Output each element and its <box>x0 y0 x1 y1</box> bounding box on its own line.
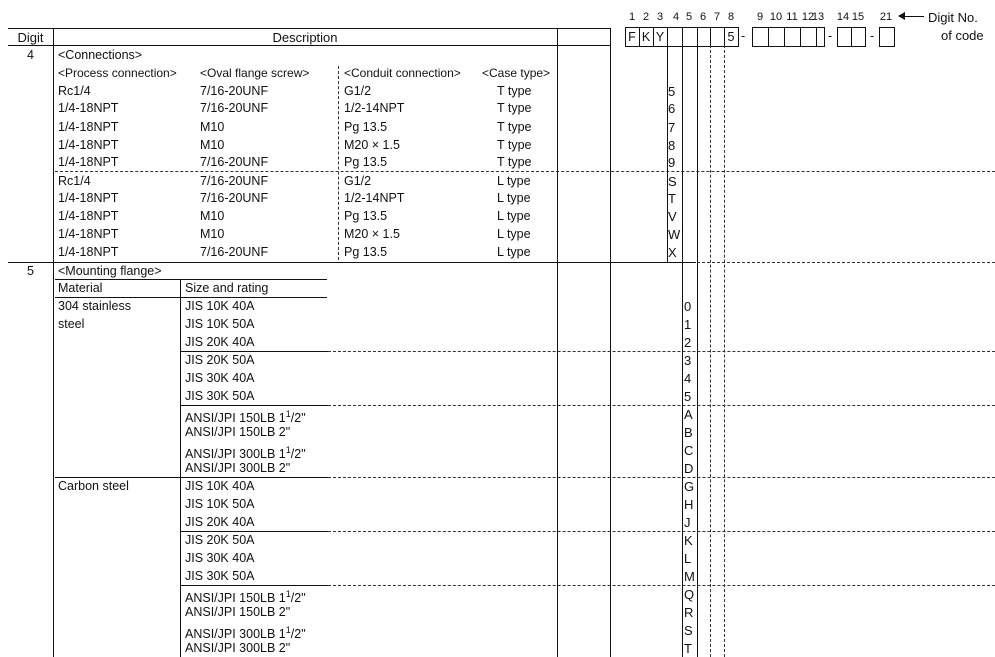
oval-flange-cell: M10 <box>200 209 225 223</box>
code-letter: H <box>684 497 694 512</box>
section4-title: <Connections> <box>58 48 143 62</box>
conduit-cell: G1/2 <box>344 174 372 188</box>
size-rating-cell <box>185 461 290 476</box>
code-box <box>837 27 852 47</box>
size-rating-text: ANSI/JPI 150LB 1 <box>185 591 286 606</box>
oval-flange-header: <Oval flange screw> <box>200 66 310 80</box>
digit-number: 5 <box>685 11 693 23</box>
code-box-letter: Y <box>655 30 665 44</box>
size-rating-text: JIS 30K 50A <box>185 569 255 583</box>
code-col-guide-1 <box>710 45 711 657</box>
size-rating-cell <box>185 587 306 606</box>
fraction-denominator: /2" <box>290 591 306 606</box>
arrow-line <box>904 16 924 17</box>
code-box <box>784 27 801 47</box>
size-rating-text: JIS 10K 40A <box>185 299 255 313</box>
size-rating-text: ANSI/JPI 150LB 1 <box>185 411 286 426</box>
code-box <box>800 27 817 47</box>
fraction-numerator: 1 <box>285 409 291 419</box>
size-rating-text: JIS 10K 40A <box>185 479 255 493</box>
code-letter: D <box>684 461 694 476</box>
digit-number: 14 <box>836 11 850 23</box>
digit-column-line <box>53 28 54 657</box>
code-box <box>768 27 785 47</box>
size-rating-cell <box>185 605 290 620</box>
size-rating-cell <box>185 641 290 656</box>
case-type-cell: L type <box>497 191 531 205</box>
size-rating-cell <box>185 497 255 512</box>
group-dashed-line <box>328 405 995 406</box>
digit-number: 9 <box>756 11 764 23</box>
code-box <box>851 27 866 47</box>
fraction-denominator: /2" <box>290 447 306 462</box>
size-rating-text: JIS 10K 50A <box>185 497 255 511</box>
size-rating-text: JIS 10K 50A <box>185 317 255 331</box>
size-rating-text: ANSI/JPI 300LB 1 <box>185 627 286 642</box>
case-type-cell: T type <box>497 84 532 98</box>
code-letter: 3 <box>684 353 692 368</box>
material-divider-line <box>55 477 328 478</box>
group-dashed-line <box>328 531 995 532</box>
oval-flange-cell: 7/16-20UNF <box>200 101 269 115</box>
size-rating-text: ANSI/JPI 300LB 1 <box>185 447 286 462</box>
case-type-cell: L type <box>497 227 531 241</box>
digit-no-label: Digit No. <box>928 10 978 25</box>
code-letter: Q <box>684 587 695 602</box>
code-box <box>667 27 683 47</box>
code-letter: W <box>668 227 681 242</box>
size-rating-cell <box>185 407 306 426</box>
digit-number: 4 <box>672 11 680 23</box>
oval-flange-cell: M10 <box>200 120 225 134</box>
material-304-line2: steel <box>58 317 85 331</box>
code-letter: 0 <box>684 299 692 314</box>
code-letter: 8 <box>668 138 676 153</box>
oval-flange-cell: M10 <box>200 138 225 152</box>
code-letter: V <box>668 209 677 224</box>
code-dash: - <box>870 29 875 43</box>
code-letter: M <box>684 569 695 584</box>
group-solid-line <box>180 351 328 352</box>
material-carbon: Carbon steel <box>58 479 129 493</box>
code-letter: 5 <box>684 389 692 404</box>
code-letter: C <box>684 443 694 458</box>
section5-title: <Mounting flange> <box>58 264 162 278</box>
code-box <box>710 27 725 47</box>
size-rating-text: JIS 30K 40A <box>185 551 255 565</box>
group-solid-line <box>180 405 328 406</box>
size-rating-text: JIS 20K 40A <box>185 335 255 349</box>
case-type-cell: L type <box>497 209 531 223</box>
process-connection-cell: 1/4-18NPT <box>58 120 119 134</box>
process-connection-cell: Rc1/4 <box>58 174 91 188</box>
code-letter: T <box>684 641 692 656</box>
table-right-line <box>610 28 611 657</box>
conduit-cell: Pg 13.5 <box>344 120 388 134</box>
size-rating-text: JIS 30K 40A <box>185 371 255 385</box>
conduit-cell: Pg 13.5 <box>344 209 388 223</box>
description-end-line <box>557 28 558 657</box>
header-bottom-line <box>8 45 610 46</box>
fraction-numerator: 1 <box>285 589 291 599</box>
size-rating-text: JIS 20K 50A <box>185 533 255 547</box>
code-col-line-c <box>697 45 698 657</box>
size-rating-cell <box>185 515 255 530</box>
digit-number: 15 <box>851 11 865 23</box>
code-letter: J <box>684 515 691 530</box>
digit-number: 10 <box>769 11 783 23</box>
process-connection-cell: 1/4-18NPT <box>58 191 119 205</box>
code-letter: 4 <box>684 371 692 386</box>
fraction-denominator: /2" <box>290 411 306 426</box>
code-letter: 7 <box>668 120 676 135</box>
process-connection-cell: 1/4-18NPT <box>58 155 119 169</box>
size-rating-text: ANSI/JPI 150LB 2" <box>185 605 291 619</box>
material-304-line1: 304 stainless <box>58 299 131 313</box>
code-box <box>682 27 698 47</box>
code-area-sep-4-5 <box>610 262 696 263</box>
description-header: Description <box>272 30 338 45</box>
size-rating-cell <box>185 533 255 548</box>
code-letter: B <box>684 425 693 440</box>
material-divider-dash <box>328 477 995 478</box>
case-type-cell: L type <box>497 245 531 259</box>
conduit-cell: M20 × 1.5 <box>344 227 400 241</box>
code-area-dash-4-5 <box>697 262 995 263</box>
digit-number: 3 <box>656 11 664 23</box>
code-letter: 2 <box>684 335 692 350</box>
size-rating-text: JIS 30K 50A <box>185 389 255 403</box>
case-type-cell: T type <box>497 101 532 115</box>
size-rating-cell <box>185 479 255 494</box>
code-letter: S <box>668 174 677 189</box>
case-type-header: <Case type> <box>482 66 551 80</box>
size-rating-cell <box>185 551 255 566</box>
oval-flange-cell: 7/16-20UNF <box>200 174 269 188</box>
process-connection-cell: Rc1/4 <box>58 84 91 98</box>
code-box-letter: F <box>628 30 636 44</box>
t-l-divider <box>55 171 995 172</box>
size-rating-header: Size and rating <box>185 281 269 295</box>
material-divider <box>180 279 181 657</box>
size-rating-cell <box>185 569 255 584</box>
digit-number: 12 <box>801 11 815 23</box>
code-letter: A <box>684 407 693 422</box>
digit-number: 2 <box>642 11 650 23</box>
table-top-line <box>8 28 610 29</box>
code-box <box>752 27 769 47</box>
digit-number: 7 <box>713 11 721 23</box>
digit-number: 6 <box>699 11 707 23</box>
conduit-divider <box>338 66 339 260</box>
of-code-label: of code <box>941 28 984 43</box>
digit-number: 11 <box>786 11 798 23</box>
process-connection-cell: 1/4-18NPT <box>58 245 119 259</box>
subtable-top-line <box>55 279 327 280</box>
conduit-cell: Pg 13.5 <box>344 155 388 169</box>
code-box-letter: 5 <box>727 30 735 44</box>
code-letter: R <box>684 605 694 620</box>
size-rating-cell <box>185 317 255 332</box>
conduit-cell: 1/2-14NPT <box>344 101 405 115</box>
code-box-letter: K <box>641 30 651 44</box>
section4-digit: 4 <box>27 48 34 62</box>
digit-number: 21 <box>879 11 893 23</box>
conduit-cell: G1/2 <box>344 84 372 98</box>
code-col-guide-2 <box>724 45 725 657</box>
size-rating-text: JIS 20K 40A <box>185 515 255 529</box>
size-rating-cell <box>185 389 255 404</box>
case-type-cell: L type <box>497 174 531 188</box>
material-header: Material <box>58 281 103 295</box>
section-divider <box>8 262 610 263</box>
digit-header: Digit <box>17 30 44 45</box>
digit-number: 8 <box>727 11 735 23</box>
code-col-line-b <box>682 45 683 657</box>
digit-number: 1 <box>628 11 636 23</box>
code-letter: 6 <box>668 101 676 116</box>
code-letter: 5 <box>668 84 676 99</box>
code-dash: - <box>741 29 746 43</box>
oval-flange-cell: 7/16-20UNF <box>200 245 269 259</box>
process-connection-cell: 1/4-18NPT <box>58 227 119 241</box>
group-solid-line <box>180 585 328 586</box>
oval-flange-cell: 7/16-20UNF <box>200 155 269 169</box>
size-rating-text: ANSI/JPI 150LB 2" <box>185 425 291 439</box>
subtable-header-line <box>55 297 327 298</box>
process-connection-cell: 1/4-18NPT <box>58 209 119 223</box>
digit-number: 13 <box>811 11 825 23</box>
code-letter: L <box>684 551 692 566</box>
size-rating-cell <box>185 623 306 642</box>
conduit-cell: Pg 13.5 <box>344 245 388 259</box>
size-rating-cell <box>185 299 255 314</box>
conduit-cell: 1/2-14NPT <box>344 191 405 205</box>
case-type-cell: T type <box>497 138 532 152</box>
code-letter: 1 <box>684 317 692 332</box>
process-connection-header: <Process connection> <box>58 66 177 80</box>
process-connection-cell: 1/4-18NPT <box>58 101 119 115</box>
group-dashed-line <box>328 351 995 352</box>
oval-flange-cell: M10 <box>200 227 225 241</box>
oval-flange-cell: 7/16-20UNF <box>200 191 269 205</box>
size-rating-cell <box>185 425 290 440</box>
oval-flange-cell: 7/16-20UNF <box>200 84 269 98</box>
case-type-cell: T type <box>497 120 532 134</box>
code-box <box>816 27 825 47</box>
conduit-cell: M20 × 1.5 <box>344 138 400 152</box>
fraction-denominator: /2" <box>290 627 306 642</box>
code-letter: G <box>684 479 695 494</box>
code-col-line-a <box>667 45 668 262</box>
code-letter: X <box>668 245 677 260</box>
size-rating-cell <box>185 443 306 462</box>
conduit-header: <Conduit connection> <box>344 66 461 80</box>
code-letter: S <box>684 623 693 638</box>
case-type-cell: T type <box>497 155 532 169</box>
size-rating-cell <box>185 335 255 350</box>
group-solid-line <box>180 531 328 532</box>
size-rating-cell <box>185 353 255 368</box>
group-dashed-line <box>328 585 995 586</box>
process-connection-cell: 1/4-18NPT <box>58 138 119 152</box>
size-rating-text: JIS 20K 50A <box>185 353 255 367</box>
code-box <box>697 27 711 47</box>
size-rating-text: ANSI/JPI 300LB 2" <box>185 461 291 475</box>
code-box <box>879 27 895 47</box>
fraction-numerator: 1 <box>285 445 291 455</box>
section5-digit: 5 <box>27 264 34 278</box>
code-letter: K <box>684 533 693 548</box>
fraction-numerator: 1 <box>285 625 291 635</box>
code-letter: T <box>668 191 676 206</box>
size-rating-cell <box>185 371 255 386</box>
size-rating-text: ANSI/JPI 300LB 2" <box>185 641 291 655</box>
code-letter: 9 <box>668 155 676 170</box>
code-dash: - <box>828 29 833 43</box>
